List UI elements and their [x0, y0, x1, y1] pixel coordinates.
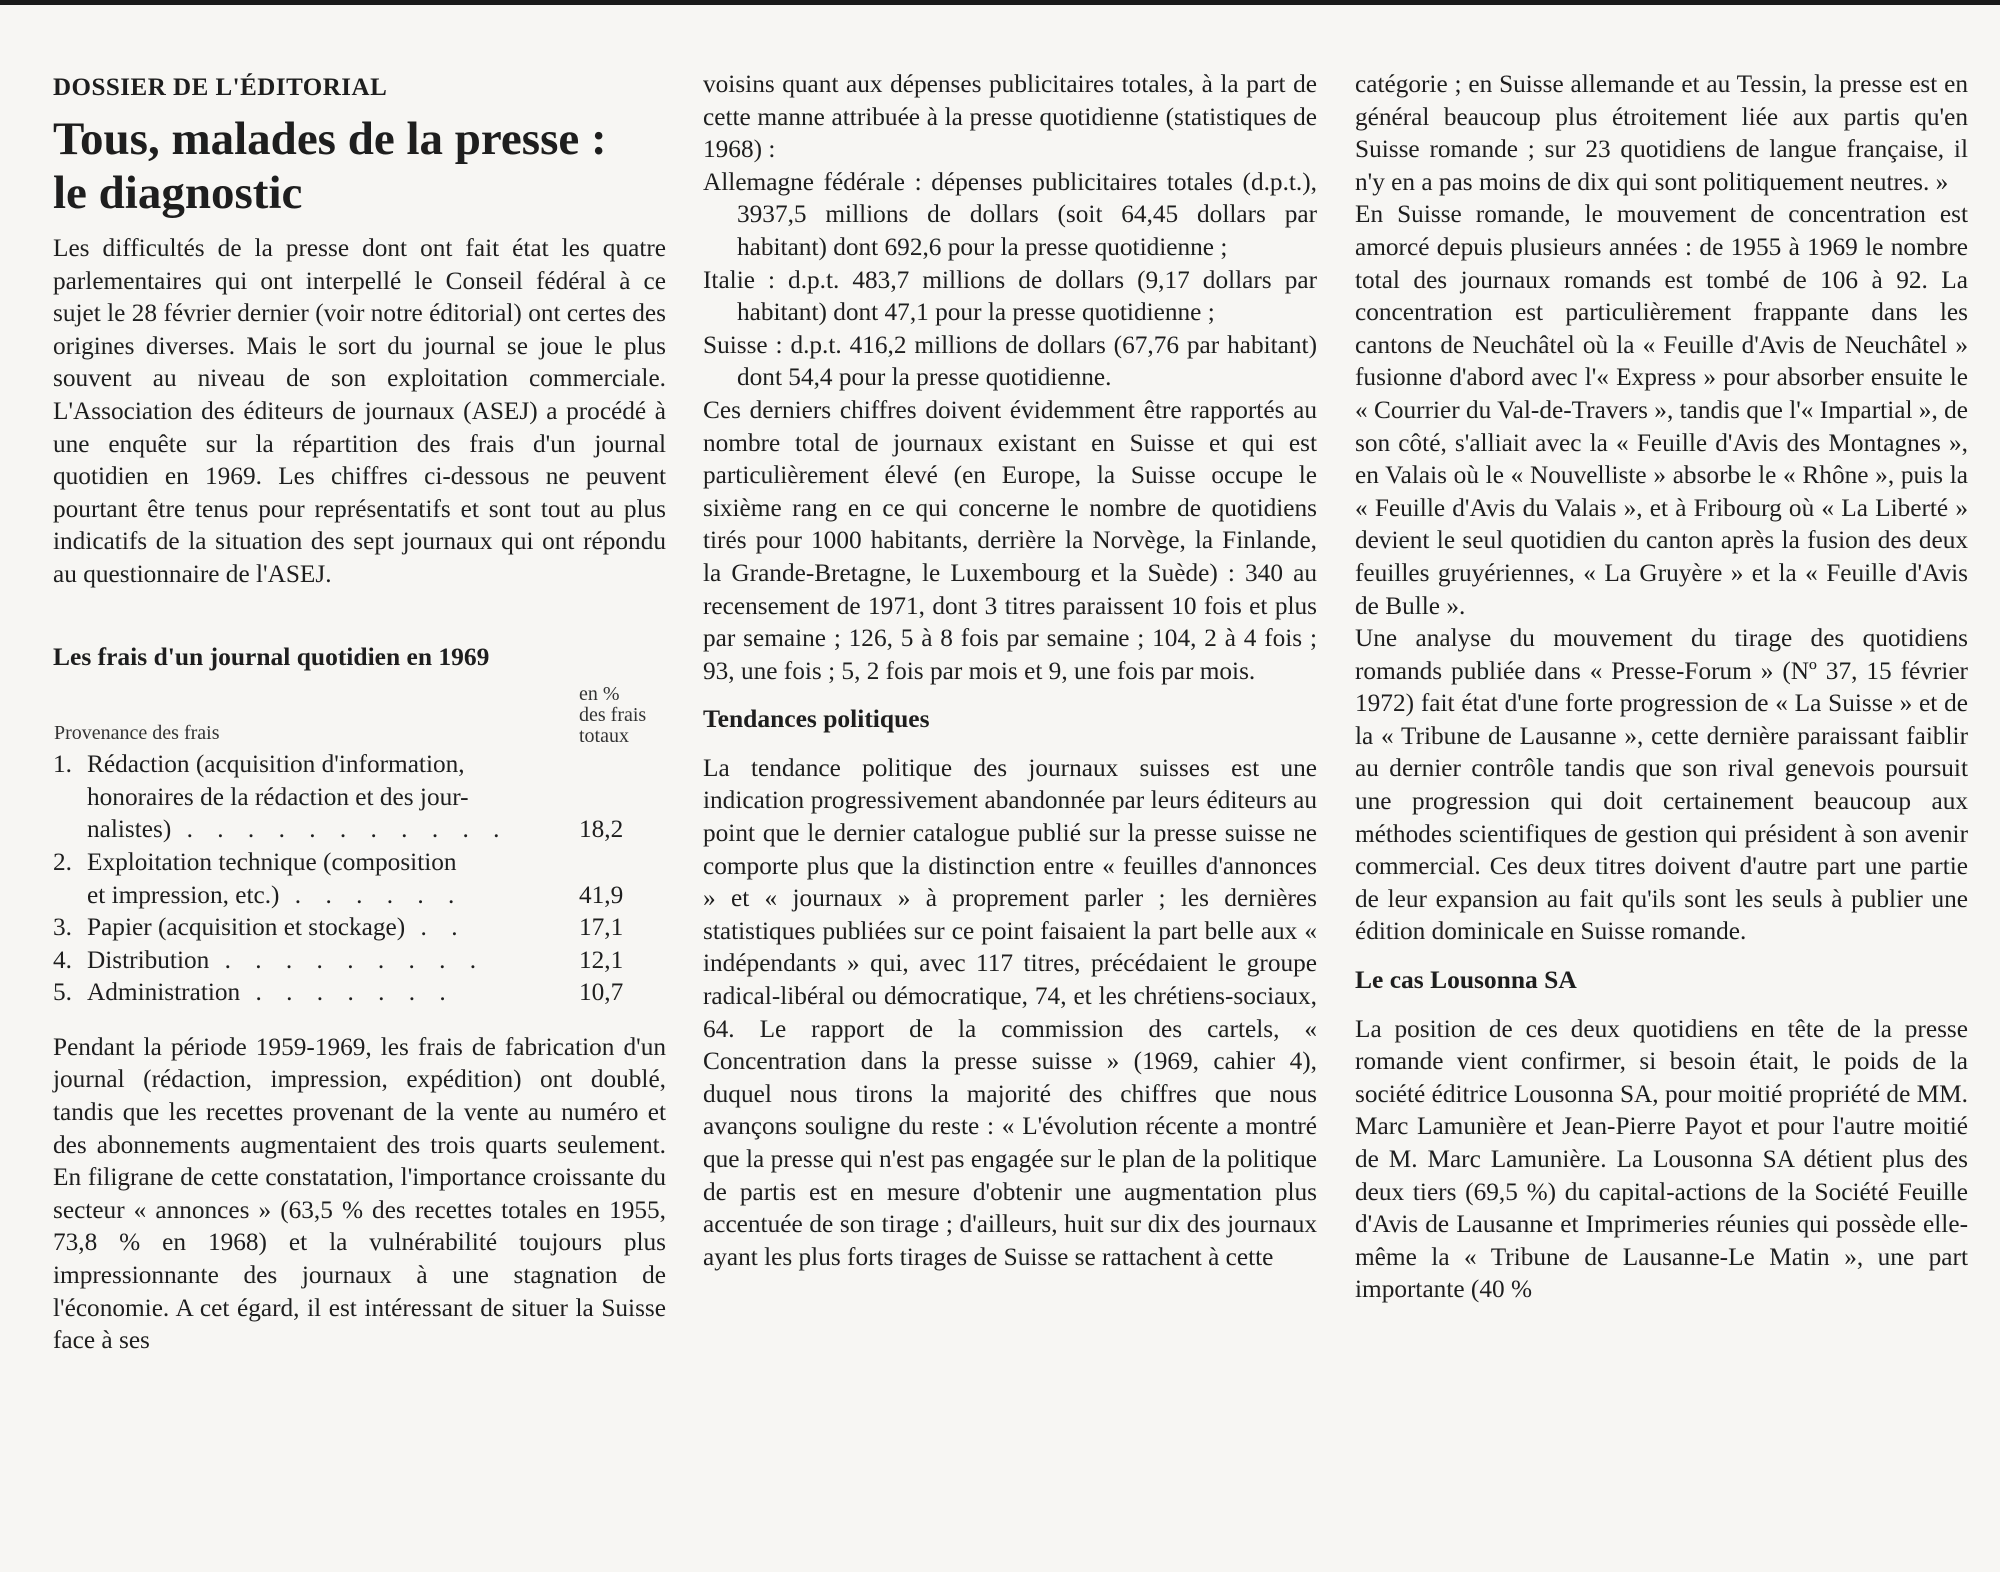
body-paragraph: Ces derniers chiffres doivent évidemment être rapportés au nombre total de journaux existant en Suisse et qui est particulièrement élevé (en Europe, la Suisse occupe le sixième rang en ce qui concerne le nombre de quotidiens tirés pour 1000 habitants, derrière la Norvège, la Finlande, la Grande-Bretagne, le Luxembourg et la Suède) : 340 au recensement de 1971, dont 3 titres paraissent 10 fois et plus par semaine ; 126, 5 à 8 fois par semaine ; 104, 2 à 4 fois ; 93, une fois ; 5, 2 fois par mois et 9, une fois par mois. [703, 395, 1317, 685]
column-3 [1355, 68, 1968, 1306]
section-heading: Le cas Lousonna SA [1355, 965, 1577, 995]
table-header [53, 683, 668, 748]
section-heading: Tendances politiques [703, 704, 930, 734]
intro-paragraph: Les difficultés de la presse dont ont fait état les quatre parlementaires qui ont interpellé le Conseil fédéral à ce sujet le 28 février dernier (voir notre éditorial) ont certes des origines diverses. Mais le sort du journal se joue le plus souvent au niveau de son exploitation commerciale. L'Association des éditeurs de journaux (ASEJ) a procédé à une enquête sur la répartition des frais d'un journal quotidien en 1969. Les chiffres ci-dessous ne peuvent pourtant être tenus pour représentatifs et sont tout au plus indicatifs de la situation des sept journaux qui ont répondu au questionnaire de l'ASEJ. [53, 234, 666, 588]
rubric: DOSSIER DE L'ÉDITORIAL [53, 74, 388, 101]
body-paragraph: La tendance politique des journaux suisses est une indication progressivement abandonnée par leurs éditeurs au point que le dernier catalogue publié sur la presse suisse ne comporte plus que la distinction entre « feuilles d'annonces » et « journaux » à proprement parler ; les dernières statistiques publiées sur ce point faisaient la part belle aux « indépendants » qui, avec 117 titres, précédaient le groupe radical-libéral ou démocratique, 74, et les chrétiens-sociaux, 64. Le rapport de la commission des cartels, « Concentration dans la presse suisse » (1969, cahier 4), duquel nous tirons la majorité des chiffres que nous avançons souligne du reste : « L'évolution récente a montré que la presse qui n'est pas engagée sur le plan de la politique de partis est en mesure d'obtenir une augmentation plus accentuée de son tirage ; d'ailleurs, huit sur dix des journaux ayant les plus forts tirages de Suisse se rattachent à cette [703, 753, 1317, 1271]
table-row: 4. Distribution . . . . . . . . . 12,1 [53, 944, 668, 977]
body-paragraph: catégorie ; en Suisse allemande et au Tessin, la presse est en général beaucoup plus étroitement liée aux partis qu'en Suisse romande ; sur 23 quotidiens de langue française, il n'y en a pas moins de dix qui sont politiquement neutres. » [1355, 70, 1968, 196]
list-item: Italie : d.p.t. 483,7 millions de dollars (9,17 dollars par habitant) dont 47,1 pour la presse quotidienne ; [703, 265, 1317, 327]
body-paragraph: La position de ces deux quotidiens en tête de la presse romande vient confirmer, si besoin était, le poids de la société éditrice Lousonna SA, pour moitié propriété de MM. Marc Lamunière et Jean-Pierre Payot et pour l'autre moitié de M. Marc Lamunière. La Lousonna SA détient plus des deux tiers (69,5 %) du capital-actions de la Société Feuille d'Avis de Lausanne et Imprimeries réunies qui possède elle-même la « Tribune de Lausanne-Le Matin », une part importante (40 % [1355, 1014, 1968, 1304]
table-row: 2. Exploitation technique (composition et impression, etc.) . . . . . . 41,9 [53, 846, 668, 911]
table-row: 5. Administration . . . . . . . 10,7 [53, 976, 668, 1009]
table-value: 10,7 [579, 978, 624, 1007]
list-item: Allemagne fédérale : dépenses publicitaires totales (d.p.t.), 3937,5 millions de dollars (soit 64,45 dollars par habitant) dont 692,6 pour la presse quotidienne ; [703, 167, 1317, 261]
table-header-label: Provenance des frais [54, 721, 220, 744]
table-row: 1. Rédaction (acquisition d'information, honoraires de la rédaction et des jour- nalistes) . . . . . . . . . . . 18,2 [53, 748, 668, 846]
table-value: 41,9 [579, 880, 624, 909]
column-2 [703, 68, 1317, 1273]
headline-line-2: le diagnostic [53, 167, 303, 219]
statistics-list [703, 166, 1317, 394]
column-1 [53, 68, 666, 1357]
table-value: 18,2 [579, 815, 624, 844]
table-row: 3. Papier (acquisition et stockage) . . 17,1 [53, 911, 668, 944]
table-header-pct: en % des frais totaux [579, 683, 647, 748]
body-paragraph: voisins quant aux dépenses publicitaires totales, à la part de cette manne attribuée à la presse quotidienne (statistiques de 1968) : [703, 70, 1317, 164]
list-item: Suisse : d.p.t. 416,2 millions de dollars (67,76 par habitant) dont 54,4 pour la presse quotidienne. [703, 330, 1317, 392]
body-paragraph: Une analyse du mouvement du tirage des quotidiens romands publiée dans « Presse-Forum » (Nº 37, 15 février 1972) fait état d'une forte progression de « La Suisse » et de la « Tribune de Lausanne », cette dernière paraissant faiblir au dernier contrôle tandis que son rival genevois poursuit une progression qui doit certainement beaucoup aux méthodes scientifiques de gestion qui président à son avenir commercial. Ces deux titres doivent d'autre part une partie de leur expansion au fait qu'ils sont les seuls à publier une édition dominicale en Suisse romande. [1355, 624, 1968, 946]
body-paragraph: En Suisse romande, le mouvement de concentration est amorcé depuis plusieurs années : de 1955 à 1969 le nombre total des journaux romands est tombé de 106 à 92. La concentration est particulièrement frappante dans les cantons de Neuchâtel où la « Feuille d'Avis de Neuchâtel » fusionne d'abord avec l'« Express » pour absorber ensuite le « Courrier du Val-de-Travers », tandis que l'« Impartial », de son côté, s'alliait avec la « Feuille d'Avis des Montagnes », en Valais où le « Nouvelliste » absorbe le « Rhône », puis la « Feuille d'Avis du Valais », et à Fribourg où « La Liberté » devient le seul quotidien du canton après la fusion des deux feuilles gruyériennes, « La Gruyère » et la « Feuille d'Avis de Bulle ». [1355, 200, 1968, 620]
body-paragraph: Pendant la période 1959-1969, les frais de fabrication d'un journal (rédaction, impression, expédition) ont doublé, tandis que les recettes provenant de la vente au numéro et des abonnements augmentaient des trois quarts seulement. En filigrane de cette constatation, l'importance croissante du secteur « annonces » (63,5 % des recettes totales en 1955, 73,8 % en 1968) et la vulnérabilité toujours plus impressionnante des journaux à une stagnation de l'économie. A cet égard, il est intéressant de situer la Suisse face à ses [53, 1032, 666, 1355]
headline [53, 112, 666, 220]
cost-table [53, 683, 668, 1009]
table-value: 12,1 [579, 945, 624, 974]
table-value: 17,1 [579, 913, 624, 942]
headline-line-1: Tous, malades de la presse : [53, 113, 607, 165]
table-title: Les frais d'un journal quotidien en 1969 [53, 641, 490, 671]
top-rule [0, 0, 2000, 5]
